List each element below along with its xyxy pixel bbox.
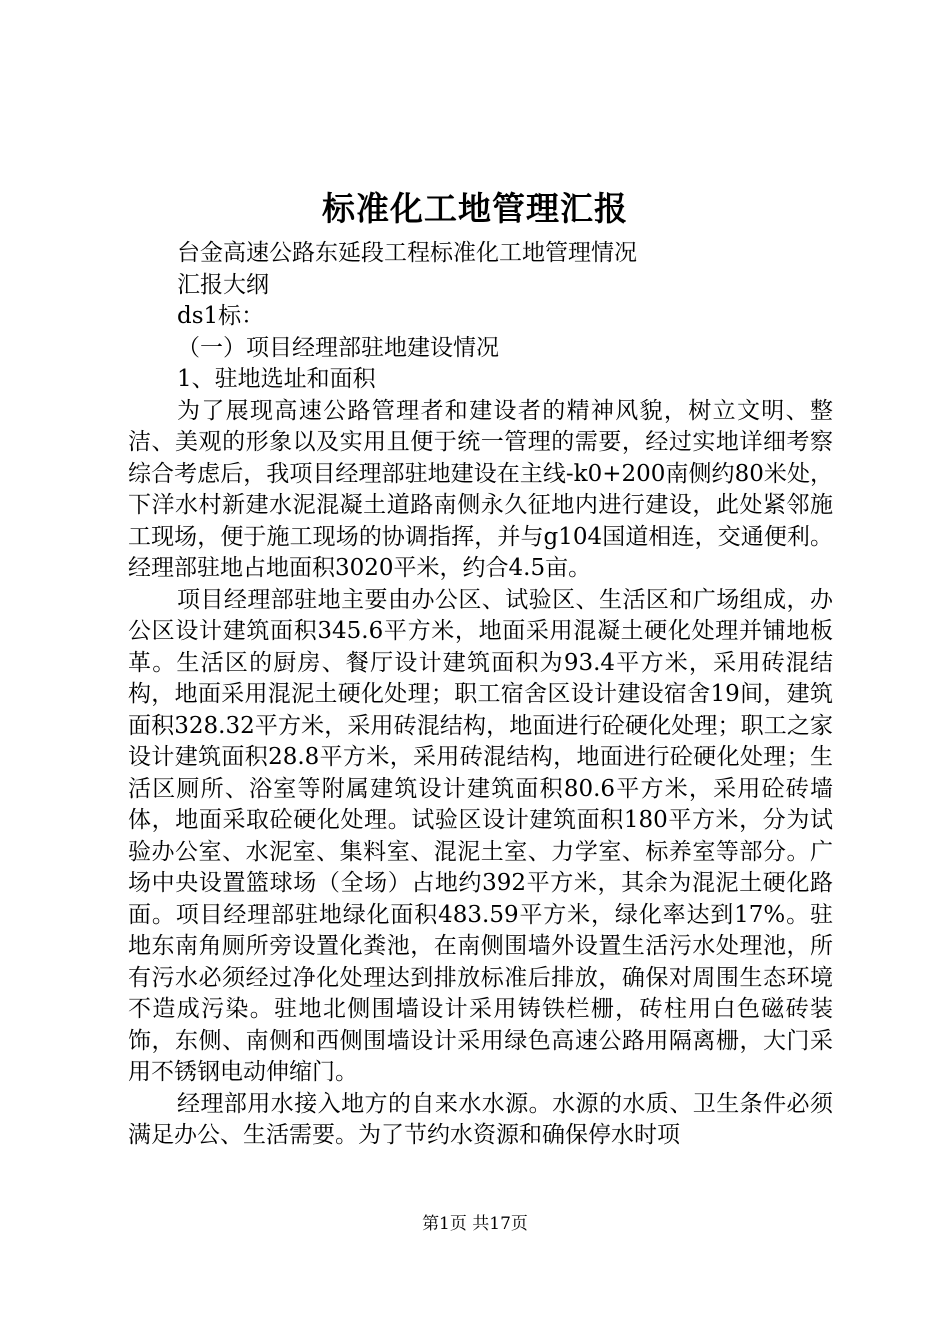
document-body (128, 238, 833, 1152)
paragraph-water-supply: 经理部用水接入地方的自来水水源。水源的水质、卫生条件必须满足办公、生活需要。为了节约水资源和确保停水时项 (128, 1090, 833, 1148)
document-subtitle: 台金高速公路东延段工程标准化工地管理情况 (177, 240, 637, 266)
section-heading: （一）项目经理部驻地建设情况 (177, 334, 499, 361)
page-number: 第1页 共17页 (422, 1214, 528, 1234)
section-label: ds1标： (177, 303, 265, 329)
paragraph-site-layout: 项目经理部驻地主要由办公区、试验区、生活区和广场组成，办公区设计建筑面积345.6平方米，地面采用混凝土硬化处理并铺地板革。生活区的厨房、餐厅设计建筑面积为93.4平方米，采用砖混结构，地面采用混泥土硬化处理；职工宿舍区设计建设宿舍19间，建筑面积328.32平方米，采用砖混结构，地面进行砼硬化处理；职工之家设计建筑面积28.8平方米，采用砖混结构，地面进行砼硬化处理；生活区厕所、浴室等附属建筑设计建筑面积80.6平方米，采用砼砖墙体，地面采取砼硬化处理。试验区设计建筑面积180平方米，分为试验办公室、水泥室、集料室、混泥土室、力学室、标养室等部分。广场中央设置篮球场（全场）占地约392平方米，其余为混泥土硬化路面。项目经理部驻地绿化面积483.59平方米，绿化率达到17%。驻地东南角厕所旁设置化粪池，在南侧围墙外设置生活污水处理池，所有污水必须经过净化处理达到排放标准后排放，确保对周围生态环境不造成污染。驻地北侧围墙设计采用铸铁栏栅，砖柱用白色磁砖装饰，东侧、南侧和西侧围墙设计采用绿色高速公路用隔离栅，大门采用不锈钢电动伸缩门。 (128, 586, 833, 1085)
paragraph-site-location: 为了展现高速公路管理者和建设者的精神风貌，树立文明、整洁、美观的形象以及实用且便于统一管理的需要，经过实地详细考察综合考虑后，我项目经理部驻地建设在主线-k0+200南侧约80米处，下洋水村新建水泥混凝土道路南侧永久征地内进行建设，此处紧邻施工现场，便于施工现场的协调指挥，并与g104国道相连，交通便利。经理部驻地占地面积3020平米，约合4.5亩。 (128, 397, 833, 581)
subsection-heading: 1、驻地选址和面积 (177, 366, 376, 392)
outline-label: 汇报大纲 (177, 271, 269, 298)
document-title: 标准化工地管理汇报 (322, 189, 628, 228)
